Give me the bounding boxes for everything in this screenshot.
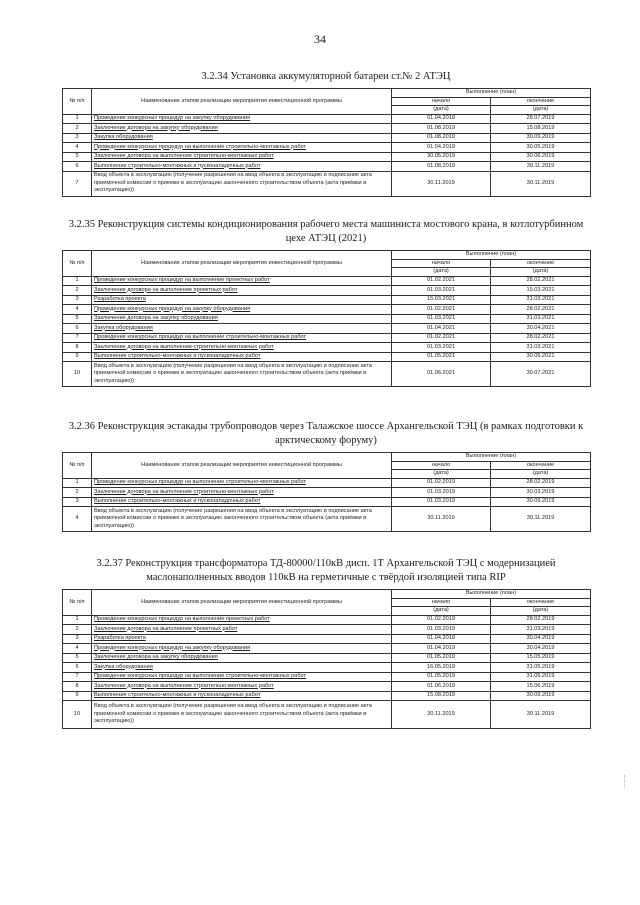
header-end-date: (дата) bbox=[491, 106, 591, 115]
start-date: 30.11.2019 bbox=[392, 507, 491, 532]
header-num: № п/п bbox=[63, 453, 92, 479]
header-end-date: (дата) bbox=[491, 268, 591, 277]
start-date: 15.03.2021 bbox=[392, 295, 491, 305]
end-date: 30.11.2019 bbox=[491, 701, 591, 729]
start-date: 01.06.2021 bbox=[392, 362, 491, 387]
schedule-table bbox=[62, 88, 591, 197]
header-row bbox=[63, 89, 591, 98]
row-number: 2 bbox=[63, 488, 92, 498]
table-header bbox=[63, 251, 591, 277]
table-row bbox=[63, 507, 591, 532]
table-header bbox=[63, 89, 591, 115]
end-date: 30.03.2019 bbox=[491, 488, 591, 498]
start-date: 01.08.2019 bbox=[392, 124, 491, 134]
end-date: 30.11.2019 bbox=[491, 507, 591, 532]
stage-name: Проведение конкурсных процедур на выполнение строительно-монтажных работ bbox=[92, 333, 392, 343]
header-end-date: (дата) bbox=[491, 470, 591, 479]
row-number: 3 bbox=[63, 295, 92, 305]
table-row bbox=[63, 663, 591, 673]
end-date: 30.09.2019 bbox=[491, 691, 591, 701]
end-date: 30.09.2019 bbox=[491, 133, 591, 143]
end-date: 15.06.2019 bbox=[491, 682, 591, 692]
table-row bbox=[63, 362, 591, 387]
start-date: 16.05.2019 bbox=[392, 663, 491, 673]
end-date: 30.04.2019 bbox=[491, 644, 591, 654]
schedule-table bbox=[62, 452, 591, 532]
start-date: 01.03.2019 bbox=[392, 497, 491, 507]
row-number: 2 bbox=[63, 286, 92, 296]
header-num: № п/п bbox=[63, 590, 92, 616]
section-title: 3.2.37 Реконструкция трансформатора ТД-80000/110кВ дисп. 1Т Архангельской ТЭЦ с модернизацией маслонаполненных вводов 110кВ на герметичные с твёрдой изоляцией типа RIP bbox=[96, 558, 556, 583]
table-row bbox=[63, 162, 591, 172]
stage-name: Проведение конкурсных процедур на выполнение проектных работ bbox=[92, 276, 392, 286]
row-number: 10 bbox=[63, 362, 92, 387]
start-date: 15.08.2019 bbox=[392, 691, 491, 701]
row-number: 4 bbox=[63, 305, 92, 315]
page-number: 34 bbox=[314, 32, 326, 46]
table-row bbox=[63, 644, 591, 654]
header-num: № п/п bbox=[63, 89, 92, 115]
table-row bbox=[63, 286, 591, 296]
end-date: 30.04.2021 bbox=[491, 324, 591, 334]
end-date: 28.02.2019 bbox=[491, 615, 591, 625]
stage-name: Проведение конкурсных процедур на выполнение строительно-монтажных работ bbox=[92, 478, 392, 488]
row-number: 3 bbox=[63, 634, 92, 644]
section-title: 3.2.35 Реконструкция системы кондиционирования рабочего места машиниста мостового крана, в котлотурбинном цехе АТЭЦ (2021) bbox=[68, 219, 584, 244]
section-title: 3.2.34 Установка аккумуляторной батареи ст.№ 2 АТЭЦ bbox=[201, 71, 451, 82]
stage-name: Закупка оборудования bbox=[92, 133, 392, 143]
row-number: 9 bbox=[63, 352, 92, 362]
end-date: 15.03.2021 bbox=[491, 286, 591, 296]
end-date: 30.11.2019 bbox=[491, 171, 591, 196]
stage-name: Проведение конкурсных процедур на закупку оборудования bbox=[92, 305, 392, 315]
row-number: 7 bbox=[63, 672, 92, 682]
stage-name: Выполнение строительно-монтажных и пусконаладочных работ bbox=[92, 352, 392, 362]
header-end: окончание bbox=[491, 598, 591, 607]
start-date: 01.03.2019 bbox=[392, 625, 491, 635]
header-end: окончание bbox=[491, 461, 591, 470]
stage-name: Ввод объекта в эксплуатацию (получение разрешения на ввод объекта в эксплуатацию и подписание акта приемочной комиссии о приемке в эксплуатацию законченного строительством объекта (акта приёмки в эксплуатацию)) bbox=[92, 171, 392, 196]
header-start-date: (дата) bbox=[392, 607, 491, 616]
table-row bbox=[63, 634, 591, 644]
schedule-table bbox=[62, 250, 591, 387]
header-row bbox=[63, 453, 591, 462]
table-row bbox=[63, 143, 591, 153]
table-row bbox=[63, 314, 591, 324]
end-date: 15.05.2019 bbox=[491, 653, 591, 663]
stage-name: Проведение конкурсных процедур на выполнение строительно-монтажных работ bbox=[92, 143, 392, 153]
end-date: 30.07.2021 bbox=[491, 362, 591, 387]
row-number: 9 bbox=[63, 691, 92, 701]
table-row bbox=[63, 672, 591, 682]
table-row bbox=[63, 152, 591, 162]
stage-name: Заключение договора на закупку оборудования bbox=[92, 124, 392, 134]
table-row bbox=[63, 653, 591, 663]
header-stage: Наименование этапов реализации мероприятия инвестиционной программы bbox=[92, 590, 392, 616]
table-row bbox=[63, 276, 591, 286]
end-date: 28.02.2021 bbox=[491, 305, 591, 315]
table-header bbox=[63, 453, 591, 479]
stage-name: Заключение договора на закупку оборудования bbox=[92, 653, 392, 663]
end-date: 31.05.2019 bbox=[491, 672, 591, 682]
stage-name: Заключение договора на выполнение строительно-монтажных работ bbox=[92, 488, 392, 498]
table-row bbox=[63, 682, 591, 692]
row-number: 7 bbox=[63, 333, 92, 343]
stage-name: Заключение договора на выполнение строительно-монтажных работ bbox=[92, 343, 392, 353]
row-number: 5 bbox=[63, 152, 92, 162]
stage-name: Проведение конкурсных процедур на закупку оборудования bbox=[92, 114, 392, 124]
stage-name: Ввод объекта в эксплуатацию (получение разрешения на ввод объекта в эксплуатацию и подписание акта приемочной комиссии о приемке в эксплуатацию законченного строительством объекта (акта приёмки в эксплуатацию)) bbox=[92, 701, 392, 729]
start-date: 01.02.2019 bbox=[392, 478, 491, 488]
table-row bbox=[63, 615, 591, 625]
start-date: 01.02.2021 bbox=[392, 333, 491, 343]
stage-name: Проведение конкурсных процедур на выполнение проектных работ bbox=[92, 615, 392, 625]
header-num: № п/п bbox=[63, 251, 92, 277]
row-number: 1 bbox=[63, 276, 92, 286]
row-number: 2 bbox=[63, 625, 92, 635]
row-number: 6 bbox=[63, 663, 92, 673]
table-row bbox=[63, 133, 591, 143]
end-date: 31.03.2021 bbox=[491, 295, 591, 305]
section-title: 3.2.36 Реконструкция эстакады трубопроводов через Талажское шоссе Архангельской ТЭЦ (в рамках подготовки к арктическому форуму) bbox=[68, 421, 584, 446]
stage-name: Выполнение строительно-монтажных и пусконаладочных работ bbox=[92, 162, 392, 172]
stage-name: Ввод объекта в эксплуатацию (получение разрешения на ввод объекта в эксплуатацию и подписание акта приемочной комиссии о приемке в эксплуатацию законченного строительством объекта (акта приёмки в эксплуатацию)) bbox=[92, 362, 392, 387]
stage-name: Выполнение строительно-монтажных и пусконаладочных работ bbox=[92, 691, 392, 701]
header-execution: Выполнение (план) bbox=[392, 251, 591, 260]
end-date: 30.05.2019 bbox=[491, 143, 591, 153]
end-date: 28.02.2021 bbox=[491, 276, 591, 286]
table-body bbox=[63, 478, 591, 532]
header-execution: Выполнение (план) bbox=[392, 590, 591, 599]
row-number: 3 bbox=[63, 133, 92, 143]
start-date: 01.02.2021 bbox=[392, 305, 491, 315]
start-date: 01.03.2021 bbox=[392, 314, 491, 324]
end-date: 31.03.2019 bbox=[491, 625, 591, 635]
table-row bbox=[63, 625, 591, 635]
row-number: 1 bbox=[63, 615, 92, 625]
end-date: 31.03.2021 bbox=[491, 314, 591, 324]
start-date: 01.08.2019 bbox=[392, 162, 491, 172]
start-date: 01.03.2019 bbox=[392, 488, 491, 498]
table-row bbox=[63, 171, 591, 196]
stage-name: Проведение конкурсных процедур на выполнение строительно-монтажных работ bbox=[92, 672, 392, 682]
start-date: 01.05.2019 bbox=[392, 653, 491, 663]
header-stage: Наименование этапов реализации мероприятия инвестиционной программы bbox=[92, 251, 392, 277]
header-start-date: (дата) bbox=[392, 470, 491, 479]
start-date: 01.05.2019 bbox=[392, 672, 491, 682]
row-number: 8 bbox=[63, 343, 92, 353]
row-number: 3 bbox=[63, 497, 92, 507]
stage-name: Заключение договора на выполнение проектных работ bbox=[92, 286, 392, 296]
header-end-date: (дата) bbox=[491, 607, 591, 616]
row-number: 10 bbox=[63, 701, 92, 729]
end-date: 31.03.2021 bbox=[491, 343, 591, 353]
header-end: окончание bbox=[491, 259, 591, 268]
header-start-date: (дата) bbox=[392, 268, 491, 277]
start-date: 01.03.2021 bbox=[392, 343, 491, 353]
row-number: 5 bbox=[63, 314, 92, 324]
stage-name: Заключение договора на выполнение строительно-монтажных работ bbox=[92, 152, 392, 162]
stage-name: Закупка оборудования bbox=[92, 663, 392, 673]
row-number: 4 bbox=[63, 143, 92, 153]
end-date: 30.11.2019 bbox=[491, 162, 591, 172]
table-row bbox=[63, 701, 591, 729]
end-date: 30.04.2019 bbox=[491, 634, 591, 644]
end-date: 28.02.2019 bbox=[491, 478, 591, 488]
table-row bbox=[63, 691, 591, 701]
header-start: начало bbox=[392, 461, 491, 470]
scan-margin-mark bbox=[624, 775, 626, 789]
header-end: окончание bbox=[491, 97, 591, 106]
table-row bbox=[63, 488, 591, 498]
row-number: 4 bbox=[63, 507, 92, 532]
end-date: 30.06.2019 bbox=[491, 152, 591, 162]
end-date: 15.08.2019 bbox=[491, 124, 591, 134]
end-date: 30.05.2021 bbox=[491, 352, 591, 362]
table-body bbox=[63, 114, 591, 196]
row-number: 8 bbox=[63, 682, 92, 692]
start-date: 01.02.2019 bbox=[392, 615, 491, 625]
start-date: 01.04.2019 bbox=[392, 143, 491, 153]
start-date: 01.04.2019 bbox=[392, 644, 491, 654]
table-row bbox=[63, 305, 591, 315]
row-number: 5 bbox=[63, 653, 92, 663]
section-3-2-35 bbox=[62, 218, 590, 387]
stage-name: Заключение договора на выполнение проектных работ bbox=[92, 625, 392, 635]
start-date: 30.05.2019 bbox=[392, 152, 491, 162]
section-3-2-34 bbox=[62, 70, 590, 197]
table-row bbox=[63, 497, 591, 507]
start-date: 01.04.2019 bbox=[392, 634, 491, 644]
row-number: 7 bbox=[63, 171, 92, 196]
start-date: 01.04.2021 bbox=[392, 324, 491, 334]
header-row bbox=[63, 251, 591, 260]
row-number: 1 bbox=[63, 478, 92, 488]
table-row bbox=[63, 324, 591, 334]
header-start: начало bbox=[392, 259, 491, 268]
table-row bbox=[63, 343, 591, 353]
start-date: 01.04.2019 bbox=[392, 114, 491, 124]
section-3-2-37 bbox=[62, 557, 590, 729]
schedule-table bbox=[62, 589, 591, 729]
end-date: 30.09.2019 bbox=[491, 497, 591, 507]
row-number: 4 bbox=[63, 644, 92, 654]
table-row bbox=[63, 352, 591, 362]
stage-name: Разработка проекта bbox=[92, 295, 392, 305]
end-date: 28.02.2021 bbox=[491, 333, 591, 343]
table-row bbox=[63, 124, 591, 134]
table-row bbox=[63, 114, 591, 124]
stage-name: Ввод объекта в эксплуатацию (получение разрешения на ввод объекта в эксплуатацию и подписание акта приемочной комиссии о приемке в эксплуатацию законченного строительством объекта (акта приёмки в эксплуатацию)) bbox=[92, 507, 392, 532]
table-header bbox=[63, 590, 591, 616]
table-body bbox=[63, 615, 591, 729]
stage-name: Заключение договора на выполнение строительно-монтажных работ bbox=[92, 682, 392, 692]
table-row bbox=[63, 478, 591, 488]
stage-name: Разработка проекта bbox=[92, 634, 392, 644]
stage-name: Заключение договора на закупку оборудования bbox=[92, 314, 392, 324]
header-execution: Выполнение (план) bbox=[392, 89, 591, 98]
header-start: начало bbox=[392, 97, 491, 106]
start-date: 01.08.2019 bbox=[392, 133, 491, 143]
row-number: 1 bbox=[63, 114, 92, 124]
header-start-date: (дата) bbox=[392, 106, 491, 115]
row-number: 2 bbox=[63, 124, 92, 134]
header-stage: Наименование этапов реализации мероприятия инвестиционной программы bbox=[92, 453, 392, 479]
start-date: 30.11.2019 bbox=[392, 701, 491, 729]
header-start: начало bbox=[392, 598, 491, 607]
stage-name: Закупка оборудования bbox=[92, 324, 392, 334]
row-number: 6 bbox=[63, 324, 92, 334]
table-body bbox=[63, 276, 591, 387]
start-date: 01.06.2019 bbox=[392, 682, 491, 692]
header-stage: Наименование этапов реализации мероприятия инвестиционной программы bbox=[92, 89, 392, 115]
end-date: 31.05.2019 bbox=[491, 663, 591, 673]
stage-name: Выполнение строительно-монтажных и пусконаладочных работ bbox=[92, 497, 392, 507]
header-execution: Выполнение (план) bbox=[392, 453, 591, 462]
end-date: 28.07.2019 bbox=[491, 114, 591, 124]
table-row bbox=[63, 295, 591, 305]
start-date: 01.03.2021 bbox=[392, 286, 491, 296]
table-row bbox=[63, 333, 591, 343]
start-date: 01.02.2021 bbox=[392, 276, 491, 286]
row-number: 6 bbox=[63, 162, 92, 172]
stage-name: Проведение конкурсных процедур на закупку оборудования bbox=[92, 644, 392, 654]
section-3-2-36 bbox=[62, 420, 590, 532]
start-date: 01.05.2021 bbox=[392, 352, 491, 362]
header-row bbox=[63, 590, 591, 599]
start-date: 30.11.2019 bbox=[392, 171, 491, 196]
